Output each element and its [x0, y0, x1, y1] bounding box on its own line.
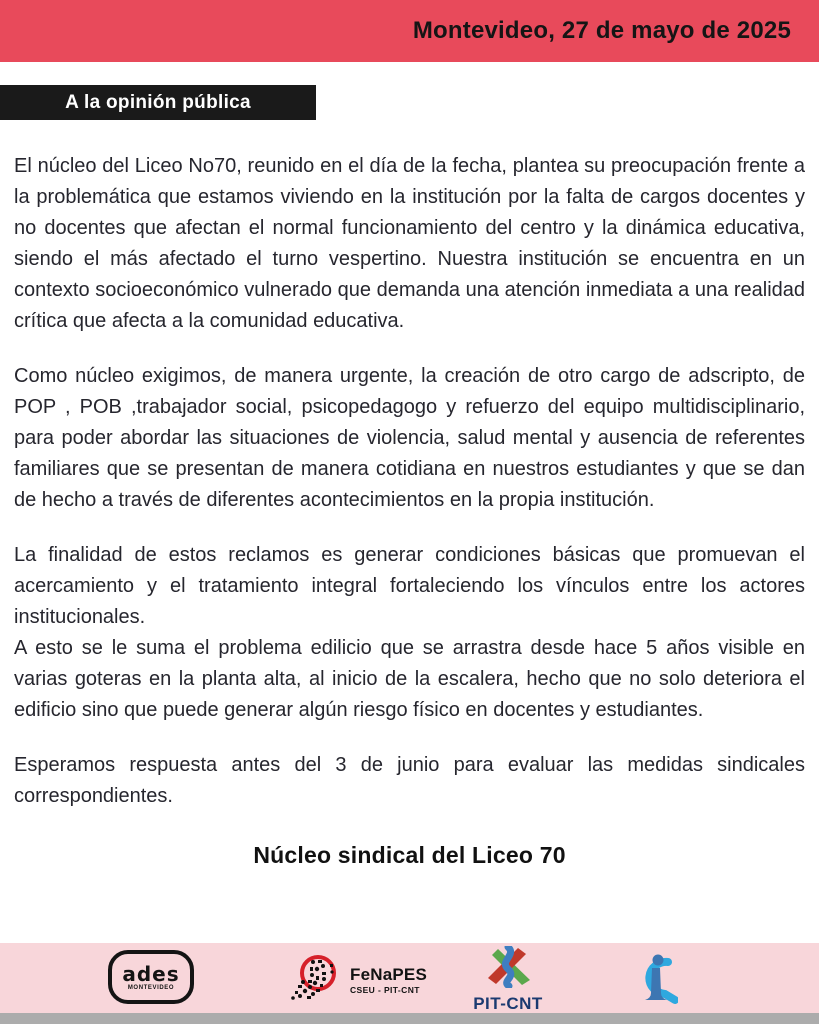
- education-international-e-i-icon: [630, 951, 678, 1012]
- header-bar: [0, 0, 819, 62]
- paragraph-4: A esto se le suma el problema edilicio que se arrastra desde hace 5 años visible en varias goteras en la planta alta, al inicio de la escalera, hecho que no solo deteriora el edificio sino que puede generar algún riesgo físico en docentes y estudiantes.: [14, 637, 805, 721]
- date-line: Montevideo, 27 de mayo de 2025: [412, 17, 791, 44]
- title-badge: [0, 85, 316, 120]
- letter-body: [14, 151, 805, 812]
- ades-logo: [108, 950, 194, 1004]
- bottom-strip: [0, 1013, 819, 1024]
- footer-logo-band: [0, 943, 819, 1013]
- fenapes-title: FeNaPES: [350, 965, 427, 985]
- education-international-logo: [630, 951, 678, 1012]
- fenapes-logo-text: [350, 966, 427, 995]
- fenapes-subtitle: CSEU - PIT-CNT: [350, 985, 420, 996]
- ades-logo-text: ades: [122, 961, 180, 986]
- fenapes-crowd-circle-icon: [286, 949, 344, 1012]
- paragraph-2: Como núcleo exigimos, de manera urgente, la creación de otro cargo de adscripto, de POP , POB ,trabajador social, psicopedagogo y refuerzo del equipo multidisciplinario, para poder abordar las situaciones de violencia, salud mental y ausencia de referentes familiares que se presentan de manera cotidiana en nuestros estudiantes y que se dan de hecho a través de diferentes acontecimientos en la propia institución.: [14, 365, 805, 511]
- paragraph-1: El núcleo del Liceo No70, reunido en el día de la fecha, plantea su preocupación frente a la problemática que estamos viviendo en la institución por la falta de cargos docentes y no docentes que afectan el normal funcionamiento del centro y la dinámica educativa, siendo el más afectado el turno vespertino. Nuestra institución se encuentra en un contexto socioeconómico vulnerado que demanda una atención inmediata a una realidad crítica que afecta a la comunidad educativa.: [14, 155, 805, 332]
- title-badge-label: A la opinión pública: [65, 91, 251, 113]
- pit-cnt-label: PIT-CNT: [473, 994, 543, 1013]
- ades-logo-frame: [108, 950, 194, 1004]
- paragraph-5: Esperamos respuesta antes del 3 de junio para evaluar las medidas sindicales correspondientes.: [14, 754, 805, 807]
- fenapes-logo: [286, 949, 427, 1012]
- pit-cnt-logo: [458, 946, 558, 1014]
- pit-cnt-braid-icon: [482, 946, 534, 993]
- signature-line: Núcleo sindical del Liceo 70: [253, 842, 566, 868]
- ades-logo-subtext: MONTEVIDEO: [127, 984, 175, 991]
- paragraph-3: La finalidad de estos reclamos es generar condiciones básicas que promuevan el acercamiento y el tratamiento integral fortaleciendo los vínculos entre los actores institucionales.: [14, 544, 805, 628]
